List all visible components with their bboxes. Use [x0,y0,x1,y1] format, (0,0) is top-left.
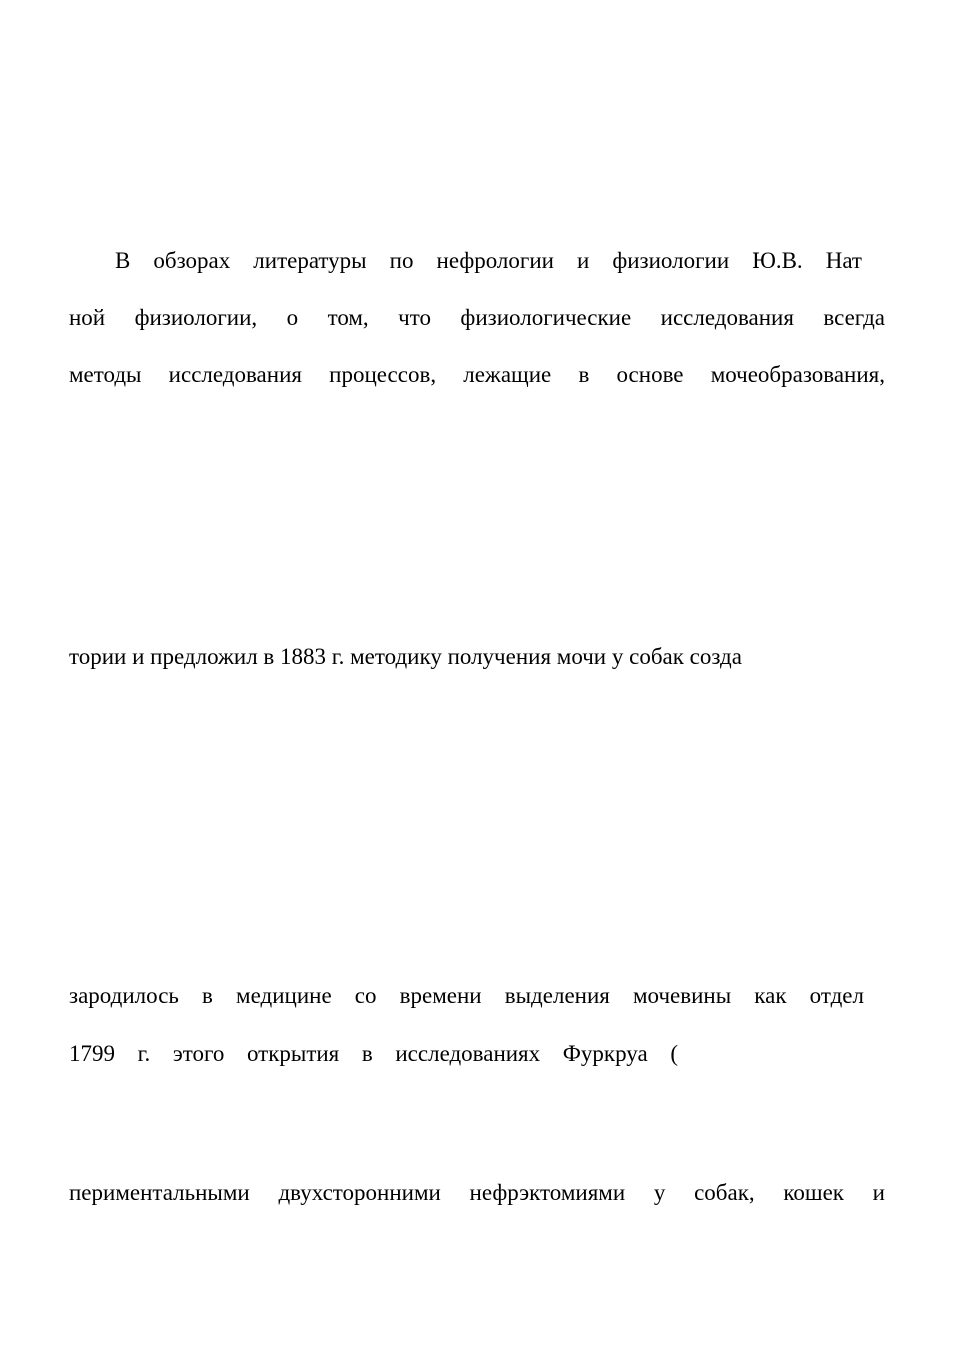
text-line-7: периментальными двухсторонними нефрэктомиями у собак, кошек и [69,1180,885,1205]
text-line-3: методы исследования процессов, лежащие в основе мочеобразования, [69,362,885,387]
text-line-2: ной физиологии, о том, что физиологические исследования всегда [69,305,885,330]
text-line-5: зародилось в медицине со времени выделения мочевины как отдел [69,983,864,1008]
text-line-6: 1799 г. этого открытия в исследованиях Фуркруа ( [69,1041,678,1066]
text-line-4: тории и предложил в 1883 г. методику получения мочи у собак созда [69,644,742,669]
text-line-1: В обзорах литературы по нефрологии и физиологии Ю.В. Нат [115,248,862,273]
